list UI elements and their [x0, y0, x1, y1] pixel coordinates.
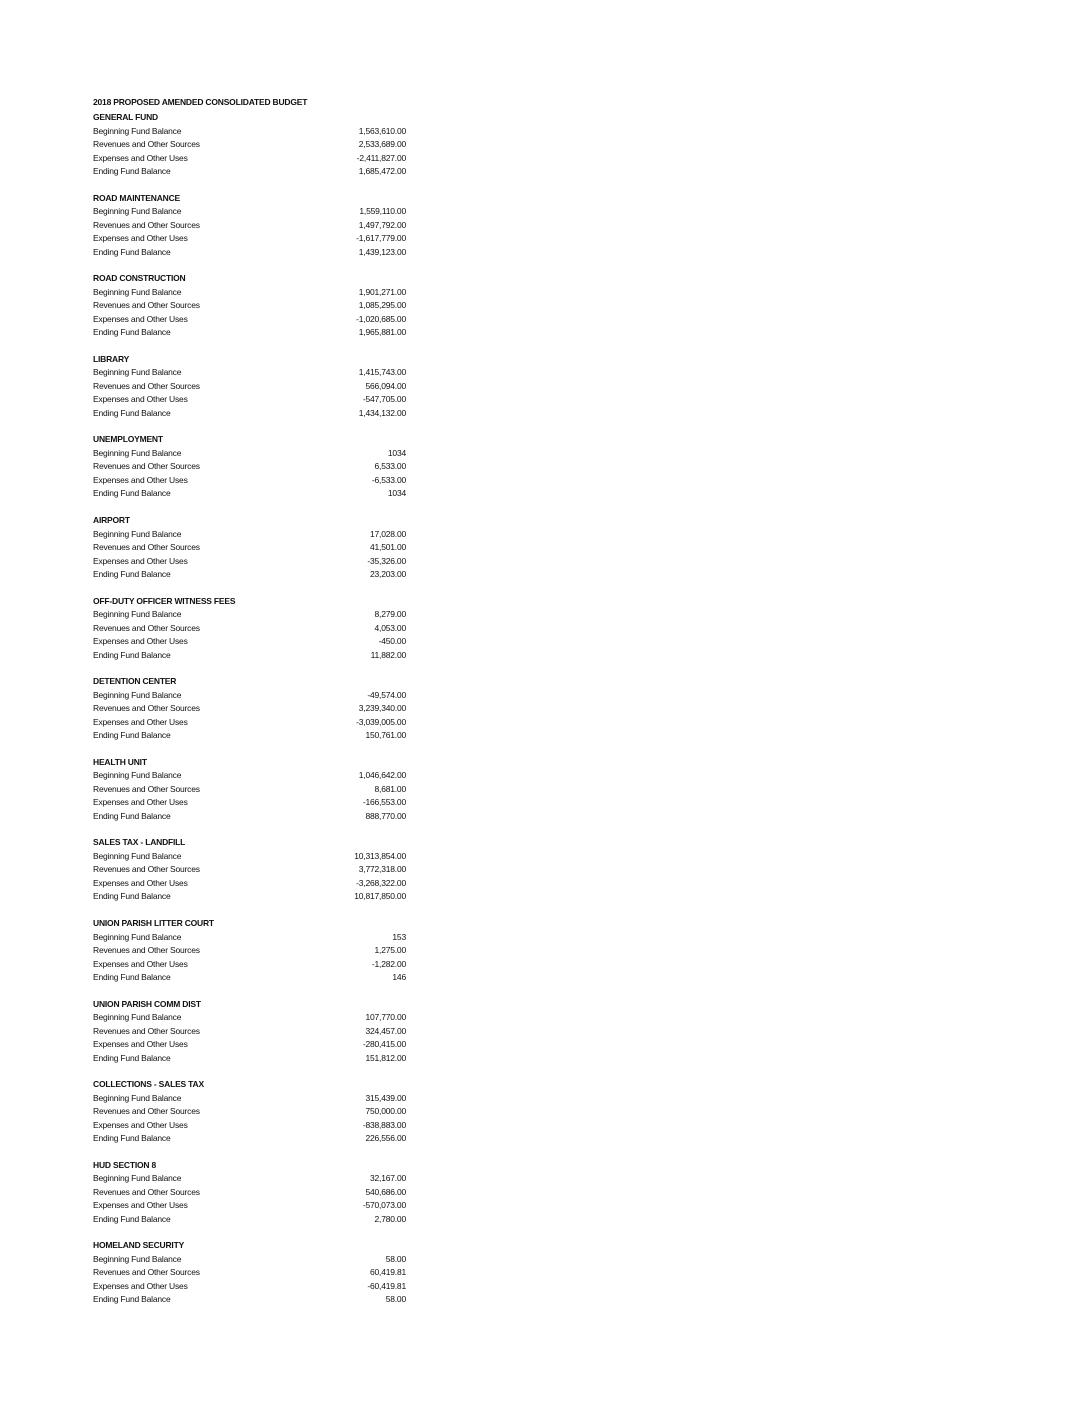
fund-row: [93, 232, 413, 246]
row-value: 315,439.00: [365, 1092, 406, 1103]
row-value: 1,415,743.00: [358, 367, 406, 378]
fund-row: [93, 1280, 413, 1294]
fund-row: [93, 219, 413, 233]
fund-row: [93, 568, 413, 582]
row-value: -1,617,779.00: [356, 233, 406, 244]
row-label: Expenses and Other Uses: [93, 474, 188, 485]
fund-row: [93, 971, 413, 985]
fund-row: [93, 810, 413, 824]
fund-row: [93, 931, 413, 945]
row-label: Beginning Fund Balance: [93, 206, 182, 217]
row-value: 566,094.00: [365, 380, 406, 391]
row-label: Expenses and Other Uses: [93, 1039, 188, 1050]
row-value: 10,817,850.00: [354, 891, 406, 902]
fund-name: HUD SECTION 8: [93, 1159, 157, 1170]
row-label: Revenues and Other Sources: [93, 703, 200, 714]
fund-row: [93, 1186, 413, 1200]
fund-row: [93, 541, 413, 555]
row-label: Ending Fund Balance: [93, 649, 171, 660]
fund-block: [93, 1159, 413, 1227]
row-value: -1,282.00: [371, 958, 406, 969]
row-value: -6,533.00: [371, 474, 406, 485]
row-label: Expenses and Other Uses: [93, 877, 188, 888]
fund-name: DETENTION CENTER: [93, 676, 177, 687]
fund-row: [93, 850, 413, 864]
row-value: 324,457.00: [365, 1025, 406, 1036]
row-value: -2,411,827.00: [356, 152, 406, 163]
fund-name: UNION PARISH COMM DIST: [93, 998, 201, 1009]
row-label: Beginning Fund Balance: [93, 125, 182, 136]
fund-row: [93, 729, 413, 743]
row-label: Revenues and Other Sources: [93, 1106, 200, 1117]
row-label: Revenues and Other Sources: [93, 219, 200, 230]
fund-row: [93, 958, 413, 972]
row-label: Expenses and Other Uses: [93, 797, 188, 808]
row-value: 1034: [387, 488, 406, 499]
fund-row: [93, 313, 413, 327]
fund-row: [93, 689, 413, 703]
row-value: 8,681.00: [374, 783, 406, 794]
fund-row: [93, 205, 413, 219]
fund-row: [93, 608, 413, 622]
fund-block: [93, 433, 413, 501]
fund-name: HOMELAND SECURITY: [93, 1240, 185, 1251]
row-label: Ending Fund Balance: [93, 166, 171, 176]
row-value: -547,705.00: [362, 394, 406, 405]
fund-block: [93, 595, 413, 663]
row-label: Beginning Fund Balance: [93, 1253, 182, 1264]
fund-block: [93, 756, 413, 824]
row-label: Revenues and Other Sources: [93, 783, 200, 794]
row-label: Expenses and Other Uses: [93, 394, 188, 405]
row-value: 153: [392, 931, 406, 942]
fund-row: [93, 528, 413, 542]
row-label: Ending Fund Balance: [93, 246, 171, 257]
fund-block: [93, 998, 413, 1066]
row-label: Ending Fund Balance: [93, 488, 171, 499]
row-label: Beginning Fund Balance: [93, 447, 182, 458]
row-value: -1,020,685.00: [356, 313, 406, 324]
fund-name: COLLECTIONS - SALES TAX: [93, 1079, 204, 1090]
fund-row: [93, 1038, 413, 1052]
row-value: 540,686.00: [365, 1186, 406, 1197]
row-value: 151,812.00: [365, 1052, 406, 1063]
row-label: Ending Fund Balance: [93, 972, 171, 982]
row-value: 888,770.00: [365, 810, 406, 821]
fund-name: UNION PARISH LITTER COURT: [93, 918, 214, 928]
row-value: -60,419.81: [367, 1280, 406, 1291]
row-label: Expenses and Other Uses: [93, 313, 188, 324]
fund-name: UNEMPLOYMENT: [93, 434, 163, 445]
fund-row: [93, 487, 413, 501]
row-label: Ending Fund Balance: [93, 1294, 171, 1305]
fund-row: [93, 165, 413, 179]
row-label: Beginning Fund Balance: [93, 1173, 182, 1184]
fund-row: [93, 1172, 413, 1186]
fund-row: [93, 460, 413, 474]
fund-name: GENERAL FUND: [93, 112, 158, 122]
row-value: 2,533,689.00: [358, 139, 406, 149]
fund-row: [93, 769, 413, 783]
row-label: Ending Fund Balance: [93, 1213, 171, 1224]
row-label: Revenues and Other Sources: [93, 139, 200, 149]
fund-row: [93, 246, 413, 260]
row-label: Beginning Fund Balance: [93, 286, 182, 297]
fund-row: [93, 1105, 413, 1119]
fund-row: [93, 783, 413, 797]
row-label: Beginning Fund Balance: [93, 367, 182, 378]
row-label: Beginning Fund Balance: [93, 1012, 182, 1023]
row-value: 58.00: [385, 1253, 406, 1264]
fund-row: [93, 138, 413, 152]
fund-name: LIBRARY: [93, 353, 130, 364]
row-value: -570,073.00: [362, 1200, 406, 1211]
fund-name: AIRPORT: [93, 515, 130, 525]
fund-block: [93, 836, 413, 904]
row-value: 23,203.00: [369, 569, 406, 579]
fund-row: [93, 796, 413, 810]
row-value: 1034: [387, 447, 406, 458]
row-value: 1,497,792.00: [358, 219, 406, 230]
fund-row: [93, 635, 413, 649]
row-label: Beginning Fund Balance: [93, 609, 182, 620]
fund-row: [93, 366, 413, 380]
row-label: Revenues and Other Sources: [93, 1267, 200, 1278]
row-label: Revenues and Other Sources: [93, 1025, 200, 1036]
row-value: 1,439,123.00: [358, 246, 406, 257]
fund-row: [93, 1213, 413, 1227]
fund-row: [93, 1011, 413, 1025]
fund-row: [93, 1199, 413, 1213]
fund-block: [93, 272, 413, 340]
row-label: Expenses and Other Uses: [93, 1280, 188, 1291]
fund-block: [93, 917, 413, 985]
row-label: Ending Fund Balance: [93, 1052, 171, 1063]
fund-block: [93, 1239, 413, 1307]
row-label: Revenues and Other Sources: [93, 864, 200, 875]
row-value: 1,563,610.00: [358, 125, 406, 136]
row-value: -3,039,005.00: [356, 716, 406, 727]
row-label: Revenues and Other Sources: [93, 461, 200, 472]
row-label: Revenues and Other Sources: [93, 1186, 200, 1197]
row-value: 3,772,318.00: [358, 864, 406, 875]
fund-block: [93, 353, 413, 421]
row-label: Expenses and Other Uses: [93, 716, 188, 727]
row-value: 1,901,271.00: [358, 286, 406, 297]
fund-row: [93, 890, 413, 904]
row-label: Expenses and Other Uses: [93, 958, 188, 969]
row-value: 1,434,132.00: [358, 407, 406, 418]
fund-name: ROAD MAINTENANCE: [93, 192, 180, 203]
row-value: 10,313,854.00: [354, 850, 406, 861]
row-value: 1,965,881.00: [358, 327, 406, 338]
document-title: 2018 PROPOSED AMENDED CONSOLIDATED BUDGET: [93, 97, 308, 107]
row-label: Beginning Fund Balance: [93, 689, 182, 700]
fund-row: [93, 649, 413, 663]
row-value: 1,085,295.00: [358, 300, 406, 311]
row-value: 32,167.00: [369, 1173, 406, 1184]
row-label: Ending Fund Balance: [93, 569, 171, 579]
row-value: 8,279.00: [374, 609, 406, 620]
row-value: 6,533.00: [374, 461, 406, 472]
row-value: 150,761.00: [365, 730, 406, 741]
row-label: Beginning Fund Balance: [93, 770, 182, 781]
row-label: Revenues and Other Sources: [93, 542, 200, 552]
fund-row: [93, 622, 413, 636]
row-label: Expenses and Other Uses: [93, 555, 188, 566]
row-label: Ending Fund Balance: [93, 407, 171, 418]
fund-row: [93, 125, 413, 139]
fund-row: [93, 877, 413, 891]
row-value: -49,574.00: [367, 689, 406, 700]
fund-row: [93, 1092, 413, 1106]
row-label: Revenues and Other Sources: [93, 945, 200, 955]
fund-block: [93, 514, 413, 582]
fund-row: [93, 863, 413, 877]
row-value: -838,883.00: [362, 1119, 406, 1130]
row-value: 750,000.00: [365, 1106, 406, 1117]
row-value: 1,046,642.00: [358, 770, 406, 781]
fund-name: OFF-DUTY OFFICER WITNESS FEES: [93, 595, 236, 606]
row-label: Expenses and Other Uses: [93, 636, 188, 647]
row-label: Ending Fund Balance: [93, 810, 171, 821]
row-value: 17,028.00: [369, 528, 406, 539]
fund-row: [93, 447, 413, 461]
fund-row: [93, 1293, 413, 1307]
fund-row: [93, 1253, 413, 1267]
fund-name: SALES TAX - LANDFILL: [93, 837, 186, 848]
row-label: Ending Fund Balance: [93, 891, 171, 902]
fund-name: ROAD CONSTRUCTION: [93, 273, 186, 284]
fund-row: [93, 474, 413, 488]
row-label: Beginning Fund Balance: [93, 1092, 182, 1103]
row-value: 226,556.00: [365, 1133, 406, 1144]
row-value: -35,326.00: [367, 555, 406, 566]
fund-row: [93, 380, 413, 394]
row-label: Ending Fund Balance: [93, 1133, 171, 1144]
fund-row: [93, 702, 413, 716]
row-label: Expenses and Other Uses: [93, 152, 188, 163]
row-label: Beginning Fund Balance: [93, 931, 182, 942]
fund-block: [93, 111, 413, 179]
fund-row: [93, 1266, 413, 1280]
row-label: Beginning Fund Balance: [93, 850, 182, 861]
row-value: 11,882.00: [370, 649, 406, 660]
fund-block: [93, 1078, 413, 1146]
row-value: 1,559,110.00: [359, 206, 406, 217]
row-label: Revenues and Other Sources: [93, 300, 200, 311]
row-label: Expenses and Other Uses: [93, 1119, 188, 1130]
fund-row: [93, 407, 413, 421]
row-value: 1,685,472.00: [358, 166, 406, 176]
fund-row: [93, 716, 413, 730]
row-value: 1,275.00: [374, 945, 406, 955]
fund-row: [93, 152, 413, 166]
fund-row: [93, 393, 413, 407]
fund-row: [93, 1025, 413, 1039]
row-value: 4,053.00: [374, 622, 406, 633]
fund-row: [93, 299, 413, 313]
row-value: 2,780.00: [374, 1213, 406, 1224]
fund-row: [93, 286, 413, 300]
row-label: Revenues and Other Sources: [93, 622, 200, 633]
row-value: -450.00: [378, 636, 406, 647]
fund-row: [93, 1119, 413, 1133]
fund-row: [93, 555, 413, 569]
fund-row: [93, 1132, 413, 1146]
row-label: Expenses and Other Uses: [93, 1200, 188, 1211]
row-value: -166,553.00: [362, 797, 406, 808]
row-value: 107,770.00: [365, 1012, 406, 1023]
fund-row: [93, 326, 413, 340]
fund-row: [93, 1052, 413, 1066]
row-label: Ending Fund Balance: [93, 327, 171, 338]
row-value: 146: [392, 972, 406, 982]
row-value: 41,501.00: [369, 542, 406, 552]
fund-name: HEALTH UNIT: [93, 756, 147, 767]
row-value: 58.00: [385, 1294, 406, 1305]
row-value: 3,239,340.00: [358, 703, 406, 714]
row-value: -3,268,322.00: [356, 877, 406, 888]
row-value: 60,419.81: [369, 1267, 406, 1278]
row-label: Revenues and Other Sources: [93, 380, 200, 391]
fund-row: [93, 944, 413, 958]
fund-block: [93, 675, 413, 743]
fund-block: [93, 192, 413, 260]
row-label: Expenses and Other Uses: [93, 233, 188, 244]
row-label: Ending Fund Balance: [93, 730, 171, 741]
row-label: Beginning Fund Balance: [93, 528, 182, 539]
row-value: -280,415.00: [362, 1039, 406, 1050]
